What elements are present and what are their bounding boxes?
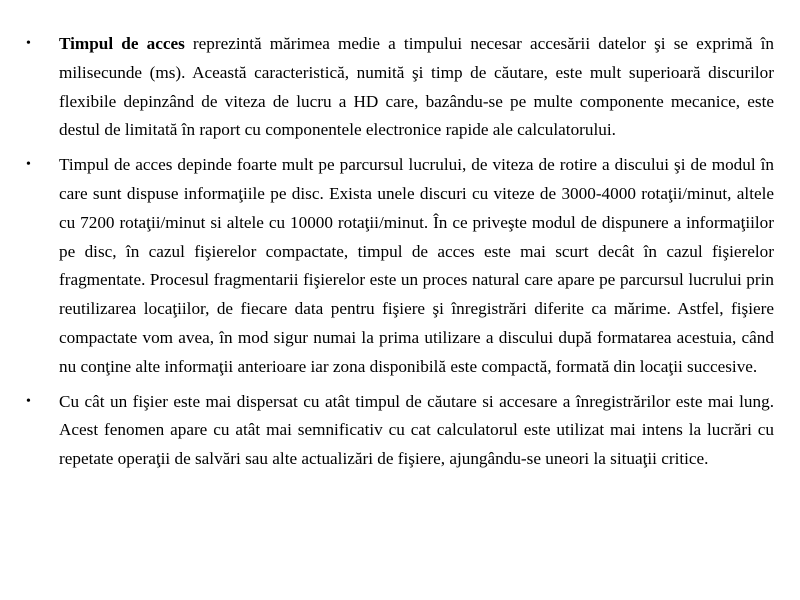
bullet-item-access-time-definition	[26, 30, 774, 145]
bullet-icon: •	[26, 393, 31, 409]
bullet-icon: •	[26, 157, 31, 173]
bullet-list	[26, 30, 774, 480]
term-timpul-de-acces: Timpul de acces	[59, 34, 185, 53]
bullet-icon: •	[26, 36, 31, 51]
bullet-item-fragmentation-effect	[26, 388, 774, 474]
bullet-text: Cu cât un fişier este mai dispersat cu atât timpul de căutare si accesare a înregistrărilor este mai lung. Acest fenomen apare cu atât mai semnificativ cu cat calculatorul este utilizat mai intens la lucrări cu repetate operaţii de salvări sau alte actualizări de fişiere, ajungându-se uneori la situaţii critice.	[59, 391, 774, 469]
bullet-item-access-time-factors	[26, 151, 774, 381]
bullet-text: reprezintă mărimea medie a timpului necesar accesării datelor şi se exprimă în milisecunde (ms). Această caracteristică, numită şi timp de căutare, este mult superioară discurilor flexibile depinzând de viteza de lucru a HD care, bazându-se pe multe componente mecanice, este destul de limitată în raport cu componentele electronice rapide ale calculatorului.	[59, 34, 774, 140]
bullet-text: Timpul de acces depinde foarte mult pe parcursul lucrului, de viteza de rotire a discului şi de modul în care sunt dispuse informaţiile pe disc. Exista unele discuri cu viteze de 3000-4000 rotaţii/minut, altele cu 7200 rotaţii/minut si altele cu 10000 rotaţii/minut. În ce priveşte modul de dispunere a informaţiilor pe disc, în cazul fişierelor compactate, timpul de acces este mai scurt decât în cazul fişierelor fragmentate. Procesul fragmentarii fişierelor este un proces natural care apare pe parcursul lucrului prin reutilizarea locaţiilor, de fiecare data pentru fişiere şi înregistrări diferite ca mărime. Astfel, fişiere compactate vom avea, în mod sigur numai la prima utilizare a discului după formatarea acestuia, când nu conţine alte informaţii anterioare iar zona disponibilă este compactă, formată din locaţii succesive.	[59, 155, 774, 376]
